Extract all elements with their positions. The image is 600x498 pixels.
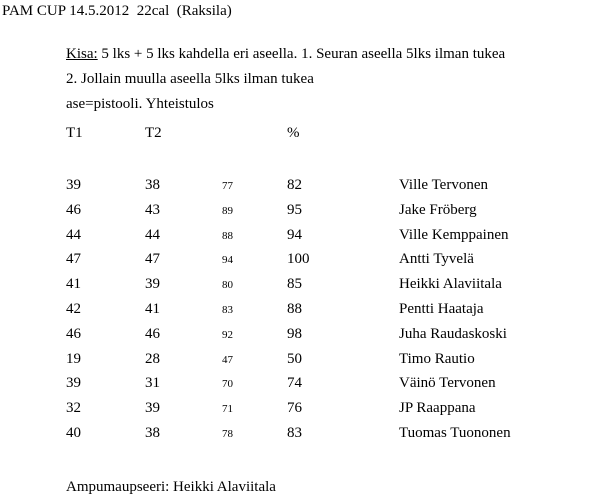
shooter-name: Jake Fröberg [399,201,477,218]
score-t2: 44 [145,226,160,243]
result-row [0,175,600,200]
score-total: 77 [222,180,233,192]
shooter-name: Juha Raudaskoski [399,325,507,342]
shooter-name: Ville Kemppainen [399,226,509,243]
score-t1: 40 [66,424,81,441]
score-t1: 47 [66,251,81,268]
result-row [0,249,600,274]
score-total: 94 [222,254,233,267]
kisa-label: Kisa: [66,46,98,62]
score-percent: 98 [287,325,302,342]
result-row [0,200,600,225]
header-t1: T1 [66,125,83,141]
description-line-1-text: 5 lks + 5 lks kahdella eri aseella. 1. Seuran aseella 5lks ilman tukea [97,46,506,62]
score-percent: 95 [287,201,302,218]
score-t2: 47 [145,251,160,268]
score-total: 80 [222,279,233,292]
score-t2: 39 [145,400,160,417]
shooter-name: Antti Tyvelä [399,251,474,268]
result-row [0,274,600,299]
score-t2: 43 [145,201,160,218]
score-percent: 74 [287,375,302,392]
range-officer: Ampumaupseeri: Heikki Alaviitala [66,479,276,495]
score-total: 89 [222,204,233,217]
score-t1: 44 [66,226,81,243]
score-t1: 39 [66,375,81,392]
header-t2: T2 [145,125,162,141]
shooter-name: Ville Tervonen [399,177,488,193]
score-percent: 85 [287,276,302,293]
score-total: 70 [222,378,233,391]
competition-description [66,42,505,117]
score-t1: 41 [66,276,81,293]
score-total: 71 [222,403,233,416]
result-row [0,299,600,324]
score-t2: 41 [145,300,160,317]
score-t1: 32 [66,400,81,417]
score-percent: 76 [287,400,302,417]
header-percent: % [287,125,300,141]
score-t2: 31 [145,375,160,392]
score-percent: 50 [287,350,302,367]
score-total: 78 [222,427,233,440]
score-percent: 94 [287,226,302,243]
score-t2: 46 [145,325,160,342]
score-percent: 83 [287,424,302,441]
shooter-name: JP Raappana [399,400,476,417]
score-t1: 42 [66,300,81,317]
shooter-name: Tuomas Tuononen [399,424,511,441]
score-t1: 39 [66,177,81,193]
score-percent: 82 [287,177,302,193]
description-line-3: ase=pistooli. Yhteistulos [66,96,214,112]
document-title: PAM CUP 14.5.2012 22cal (Raksila) [2,3,232,19]
shooter-name: Väinö Tervonen [399,375,496,392]
score-t1: 46 [66,201,81,218]
score-t2: 28 [145,350,160,367]
shooter-name: Heikki Alaviitala [399,276,502,293]
result-row [0,373,600,398]
score-percent: 100 [287,251,310,268]
results-table [0,175,600,448]
shooter-name: Pentti Haataja [399,300,484,317]
score-t2: 38 [145,177,160,193]
result-row [0,398,600,423]
description-line-2: 2. Jollain muulla aseella 5lks ilman tukea [66,71,314,87]
score-t1: 19 [66,350,81,367]
score-total: 92 [222,328,233,341]
score-total: 83 [222,303,233,316]
result-row [0,349,600,374]
score-total: 88 [222,229,233,242]
result-row [0,423,600,448]
score-total: 47 [222,353,233,366]
score-t1: 46 [66,325,81,342]
result-row [0,324,600,349]
score-t2: 38 [145,424,160,441]
score-t2: 39 [145,276,160,293]
result-row [0,225,600,250]
shooter-name: Timo Rautio [399,350,475,367]
score-percent: 88 [287,300,302,317]
description-line-1 [66,42,505,67]
